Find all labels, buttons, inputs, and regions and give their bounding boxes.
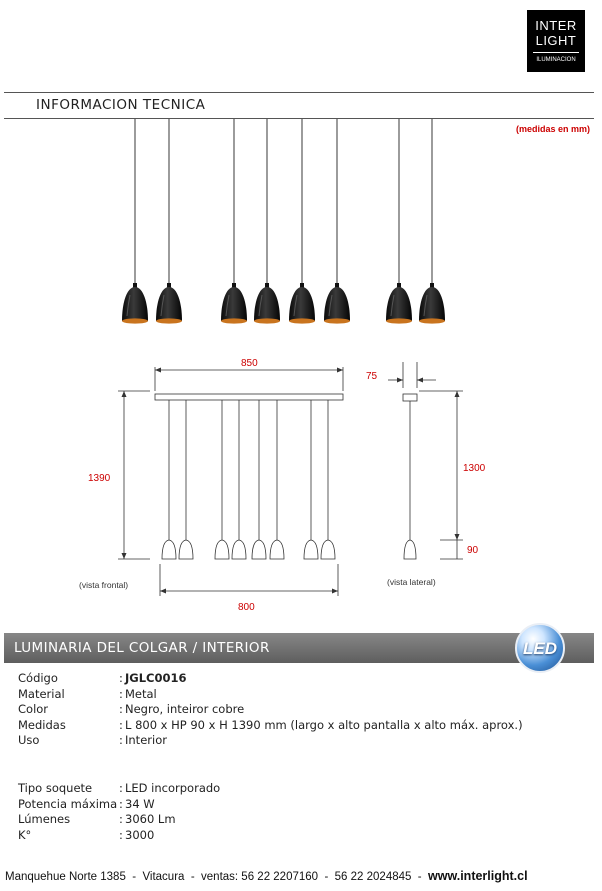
spec-value: 34 W [125,796,155,811]
spec-separator: : [119,796,123,811]
dim-shade-height: 90 [467,545,479,556]
caption-side: (vista lateral) [387,577,436,587]
dim-height-total: 1390 [88,473,111,484]
spec-key: Uso [18,733,40,747]
logo-line-2: LIGHT [535,33,577,48]
footer-contact [5,869,528,883]
led-badge-icon [515,623,565,673]
pendant-lamp [122,119,148,324]
spec-key: Material [18,686,65,701]
spec-value: 3000 [125,827,155,842]
front-lamp-outline [252,400,266,559]
spec-key: Color [18,702,49,716]
spec-row [18,828,220,844]
logo-line-3: ILUMINACION [536,57,576,63]
pendant-lamp [221,119,247,324]
spec-separator: : [119,702,123,716]
front-view [118,367,343,596]
spec-separator: : [119,733,123,747]
pendant-lamp [324,119,350,324]
spec-separator: : [119,781,123,795]
side-view [388,362,463,559]
pendant-lamp [419,119,445,324]
footer [0,862,602,891]
spec-row [18,671,523,687]
logo-line-1: INTER [535,18,577,33]
spec-separator: : [119,812,123,826]
spec-value: 3060 Lm [125,812,176,826]
led-badge-text: LED [523,639,557,658]
pendant-lamp [254,119,280,324]
spec-separator: : [119,686,123,701]
spec-separator: : [119,717,123,732]
spec-key: Código [18,671,58,685]
caption-front: (vista frontal) [79,580,129,590]
spec-row [18,687,523,703]
spec-row [18,733,523,749]
category-title: LUMINARIA DEL COLGAR / INTERIOR [14,640,270,656]
pendant-lamp [289,119,315,324]
spec-key: Potencia máxima [18,796,118,811]
spec-row [18,797,220,813]
dim-width-bottom: 800 [238,602,255,613]
spec-list [18,671,523,749]
product-photo [122,119,445,324]
dim-canopy-width: 75 [366,371,378,382]
spec-value: JGLC0016 [125,671,187,685]
front-lamp-outline [179,400,193,559]
spec-separator: : [119,671,123,685]
dim-width-top: 850 [241,358,258,369]
units-note: (medidas en mm) [515,124,590,134]
website-link[interactable]: www.interlight.cl [428,869,528,883]
front-lamp-outline [321,400,335,559]
front-lamp-outline [232,400,246,559]
spec-value: L 800 x HP 90 x H 1390 mm (largo x alto pantalla x alto máx. aprox.) [125,717,523,732]
spec-key: Lúmenes [18,812,71,826]
spec-key: K° [18,827,32,842]
dim-cable: 1300 [463,463,486,474]
spec-row [18,702,523,718]
spec-value: Metal [125,686,157,701]
spec-row [18,718,523,734]
front-lamp-outline [304,400,318,559]
spec-value: Negro, inteiror cobre [125,702,245,716]
category-band [4,633,594,663]
pendant-lamp [156,119,182,324]
spec-key: Medidas [18,717,66,732]
section-title: INFORMACION TECNICA [36,97,206,113]
spec-value: LED incorporado [125,781,221,795]
front-lamp-outline [162,400,176,559]
spec-row [18,781,220,797]
spec-key: Tipo soquete [18,781,93,795]
footer-address: Manquehue Norte 1385 - Vitacura - ventas: 56 22 2207160 - 56 22 2024845 - [5,871,429,883]
spec-separator: : [119,827,123,842]
front-lamp-outline [270,400,284,559]
front-lamp-outline [215,400,229,559]
spec-list-2 [18,781,220,843]
spec-row [18,812,220,828]
pendant-lamp [386,119,412,324]
spec-value: Interior [125,733,167,747]
